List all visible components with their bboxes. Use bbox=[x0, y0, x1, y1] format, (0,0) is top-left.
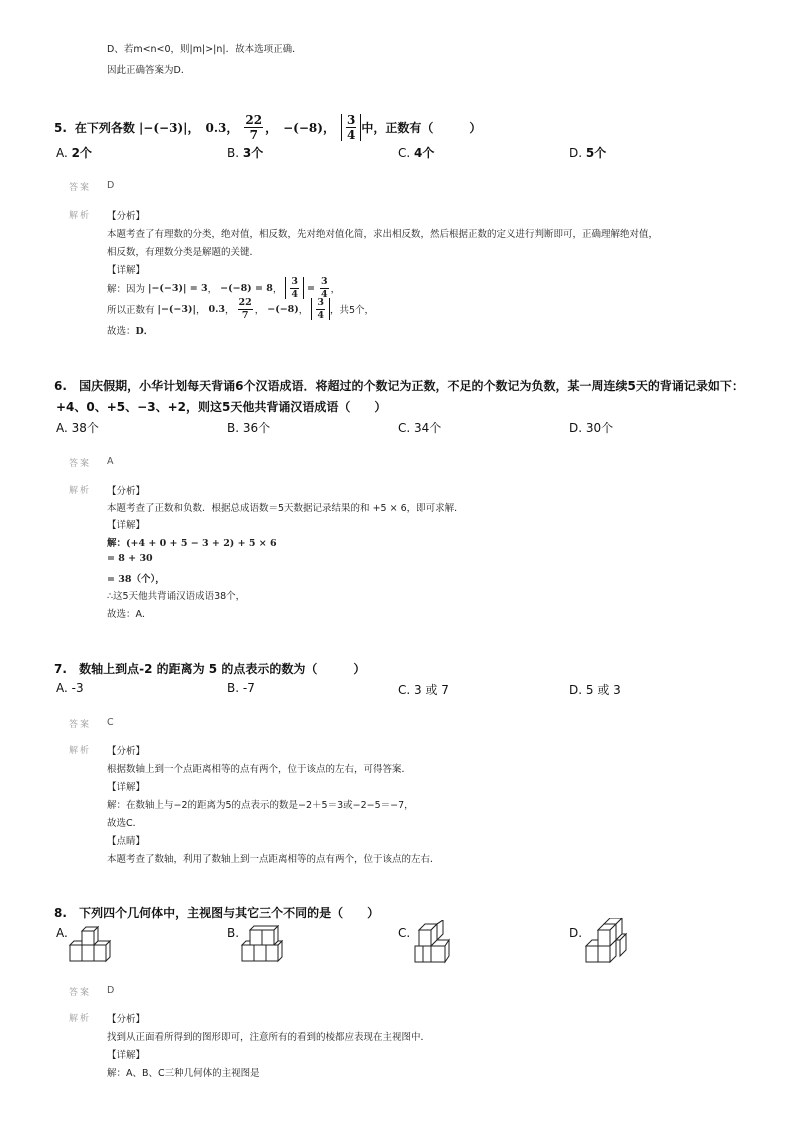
option-letter: B. bbox=[227, 421, 240, 435]
detail-heading: 【详解】 bbox=[107, 782, 146, 793]
detail-line-1: 解：在数轴上与−2的距离为5的点表示的数是−2＋5＝3或−2−5＝−7， bbox=[107, 800, 414, 811]
question-6-stem-line-1 bbox=[54, 377, 744, 394]
separator: ， bbox=[225, 305, 235, 316]
analysis-heading: 【分析】 bbox=[107, 486, 146, 497]
separator: ， bbox=[195, 305, 206, 316]
point-line-1: 本题考查了数轴，利用了数轴上到一点距离相等的点有两个，位于该点的左右． bbox=[107, 854, 440, 865]
item-0-3: 0.3 bbox=[205, 120, 227, 135]
math-expr: −(−8) = 8 bbox=[220, 282, 273, 294]
q6-option-c[interactable] bbox=[398, 419, 441, 436]
analysis-tag: 解析 bbox=[69, 1014, 92, 1024]
item-neg-neg-8: −(−8) bbox=[283, 120, 323, 135]
answer-tag: 答案 bbox=[69, 459, 92, 469]
analysis-line-1: 根据数轴上到一个点距离相等的点有两个，位于该点的左右，可得答案． bbox=[107, 764, 412, 775]
math-expr: 解：(+4 + 0 + 5 − 3 + 2) + 5 × 6 bbox=[107, 538, 277, 549]
separator: ， bbox=[265, 121, 278, 135]
prev-solution-line-1: D、若m<n<0，则|m|>|n|．故本选项正确． bbox=[107, 44, 302, 55]
question-number: 8. bbox=[54, 906, 67, 920]
solution-step-3 bbox=[107, 571, 165, 585]
option-text: 5个 bbox=[585, 146, 607, 160]
prev-solution-line-2: 因此正确答案为D． bbox=[107, 65, 191, 76]
fraction-numerator: 22 bbox=[238, 297, 252, 308]
q7-option-c[interactable] bbox=[398, 681, 449, 698]
question-8-stem bbox=[54, 904, 379, 921]
option-letter: B. bbox=[227, 926, 240, 940]
equals: = bbox=[307, 282, 315, 294]
detail-heading: 【详解】 bbox=[107, 265, 146, 276]
stem-text: 国庆假期，小华计划每天背诵6个汉语成语．将超过的个数记为正数，不足的个数记为负数，某一周连续5天的背诵记录如下： bbox=[79, 379, 744, 393]
text: 解：因为 bbox=[107, 284, 146, 295]
analysis-heading: 【分析】 bbox=[107, 1014, 146, 1025]
option-letter: D. bbox=[569, 926, 583, 940]
detail-line-2: 故选C． bbox=[107, 818, 143, 829]
q6-option-a[interactable] bbox=[56, 419, 99, 436]
solution-line-1 bbox=[107, 277, 340, 299]
solid-figure-c bbox=[413, 920, 457, 966]
question-number: 5. bbox=[54, 120, 67, 135]
analysis-tag: 解析 bbox=[69, 486, 92, 496]
final-answer: D． bbox=[135, 326, 154, 337]
fraction-numerator: 3 bbox=[317, 297, 324, 308]
option-text: 36个 bbox=[242, 421, 271, 435]
fraction-denominator: 4 bbox=[291, 288, 299, 300]
option-text: 3 或 7 bbox=[414, 683, 449, 697]
fraction-denominator: 7 bbox=[241, 309, 249, 321]
solid-figure-a bbox=[68, 925, 112, 965]
option-letter: B. bbox=[227, 146, 240, 160]
question-7-stem bbox=[54, 660, 365, 677]
q7-option-a[interactable] bbox=[56, 681, 84, 695]
fraction-denominator: 4 bbox=[346, 128, 356, 142]
analysis-tag: 解析 bbox=[69, 211, 92, 221]
fraction-denominator: 7 bbox=[249, 128, 258, 142]
fraction-3-4 bbox=[346, 114, 356, 141]
question-6-stem-line-2: +4、0、+5、−3、+2，则这5天他共背诵汉语成语（ ） bbox=[56, 400, 387, 414]
math-expr: −(−8) bbox=[267, 303, 299, 315]
math-expr: |−(−3)| bbox=[157, 303, 196, 315]
separator: ， bbox=[298, 305, 309, 316]
option-letter: C. bbox=[398, 683, 411, 697]
separator: ， bbox=[322, 121, 335, 135]
separator: ， bbox=[226, 121, 239, 135]
stem-prefix: 在下列各数 bbox=[74, 121, 135, 135]
option-text: -7 bbox=[242, 681, 255, 695]
fraction-numerator: 3 bbox=[320, 276, 328, 287]
stem-text: 下列四个几何体中，主视图与其它三个不同的是（ ） bbox=[79, 906, 380, 920]
q8-option-b[interactable] bbox=[227, 926, 239, 940]
fraction-numerator: 22 bbox=[245, 113, 263, 127]
option-letter: D. bbox=[569, 421, 583, 435]
fraction-3-4 bbox=[290, 277, 299, 299]
stem-text: 数轴上到点-2 的距离为 5 的点表示的数为（ ） bbox=[79, 662, 366, 676]
analysis-line-1: 找到从正面看所得到的图形即可，注意所有的看到的棱都应表现在主视图中． bbox=[107, 1032, 431, 1043]
detail-heading: 【详解】 bbox=[107, 1050, 146, 1061]
question-5-stem bbox=[54, 114, 481, 141]
solution-line-2 bbox=[107, 298, 374, 320]
option-letter: D. bbox=[569, 683, 583, 697]
option-text: 2个 bbox=[71, 146, 92, 160]
text: ，共5个， bbox=[329, 305, 374, 316]
option-letter: C. bbox=[398, 421, 411, 435]
q8-option-c[interactable] bbox=[398, 926, 410, 940]
fraction-22-7 bbox=[244, 114, 263, 141]
math-expr: |−(−3)| = 3 bbox=[148, 282, 208, 294]
analysis-line-1: 本题考查了有理数的分类，绝对值，相反数，先对绝对值化简，求出相反数，然后根据正数的定义进行判断即可，正确理解绝对值， bbox=[107, 229, 659, 240]
fraction-22-7 bbox=[238, 298, 253, 320]
q5-option-d[interactable] bbox=[569, 144, 606, 161]
q8-option-a[interactable] bbox=[56, 926, 68, 940]
analysis-line-2: 相反数，有理数分类是解题的关键． bbox=[107, 247, 260, 258]
analysis-line-1: 本题考查了正数和负数．根据总成语数＝5天数据记录结果的和 +5 × 6，即可求解． bbox=[107, 503, 464, 514]
option-letter: C. bbox=[398, 146, 411, 160]
answer-tag: 答案 bbox=[69, 988, 92, 998]
solution-step-1 bbox=[107, 535, 277, 549]
text: 故选： bbox=[107, 326, 136, 337]
fraction-denominator: 4 bbox=[320, 288, 328, 300]
math-expr: = 38（个）， bbox=[107, 574, 165, 585]
separator: ， bbox=[207, 284, 218, 295]
option-text: 30个 bbox=[585, 421, 614, 435]
abs-fraction-3-4 bbox=[341, 114, 361, 141]
option-text: 34个 bbox=[414, 421, 442, 435]
option-letter: A. bbox=[56, 926, 68, 940]
abs-fraction-3-4 bbox=[285, 277, 304, 299]
question-number: 6. bbox=[54, 379, 67, 393]
option-letter: C. bbox=[398, 926, 411, 940]
fraction-numerator: 3 bbox=[346, 113, 356, 127]
solid-figure-b bbox=[240, 924, 286, 965]
fraction-denominator: 4 bbox=[317, 309, 324, 321]
answer-value: A bbox=[107, 456, 114, 467]
separator: ， bbox=[272, 284, 283, 295]
answer-value: D bbox=[107, 180, 115, 191]
solution-step-4: ∴这5天他共背诵汉语成语38个， bbox=[107, 591, 246, 602]
q5-option-a[interactable] bbox=[56, 144, 92, 161]
analysis-heading: 【分析】 bbox=[107, 211, 146, 222]
fraction-3-4 bbox=[316, 298, 325, 320]
option-letter: A. bbox=[56, 146, 68, 160]
detail-heading: 【详解】 bbox=[107, 520, 146, 531]
math-expr: 0.3 bbox=[208, 303, 225, 315]
fraction-numerator: 3 bbox=[291, 276, 299, 287]
option-letter: B. bbox=[227, 681, 240, 695]
option-text: 38个 bbox=[71, 421, 99, 435]
q5-option-b[interactable] bbox=[227, 144, 263, 161]
answer-tag: 答案 bbox=[69, 720, 92, 730]
abs-fraction-3-4 bbox=[311, 298, 330, 320]
option-text: 4个 bbox=[414, 146, 435, 160]
point-heading: 【点睛】 bbox=[107, 836, 146, 847]
option-letter: A. bbox=[56, 681, 68, 695]
detail-line-1: 解：A、B、C三种几何体的主视图是 bbox=[107, 1068, 260, 1079]
q7-option-d[interactable] bbox=[569, 681, 621, 698]
answer-tag: 答案 bbox=[69, 183, 92, 193]
item-abs-neg-neg-3: |−(−3)| bbox=[138, 120, 188, 135]
q8-option-d[interactable] bbox=[569, 926, 582, 940]
solid-figure-d bbox=[584, 918, 630, 966]
separator: ， bbox=[254, 305, 265, 316]
analysis-tag: 解析 bbox=[69, 746, 92, 756]
text: 所以正数有 bbox=[107, 305, 155, 316]
answer-value: C bbox=[107, 717, 114, 728]
solution-line-3 bbox=[107, 323, 153, 337]
solution-step-2 bbox=[107, 553, 153, 564]
question-number: 7. bbox=[54, 662, 67, 676]
text: ， bbox=[330, 284, 341, 295]
option-letter: A. bbox=[56, 421, 68, 435]
analysis-heading: 【分析】 bbox=[107, 746, 146, 757]
separator: ， bbox=[187, 121, 200, 135]
solution-step-5: 故选：A． bbox=[107, 609, 152, 620]
option-letter: D. bbox=[569, 146, 583, 160]
option-text: 5 或 3 bbox=[585, 683, 621, 697]
answer-value: D bbox=[107, 985, 115, 996]
option-text: -3 bbox=[71, 681, 84, 695]
fraction-3-4 bbox=[320, 277, 329, 299]
stem-suffix: 中，正数有（ ） bbox=[361, 121, 482, 135]
math-expr: = 8 + 30 bbox=[107, 553, 153, 564]
q7-option-b[interactable] bbox=[227, 681, 255, 695]
option-text: 3个 bbox=[242, 146, 264, 160]
q6-option-d[interactable] bbox=[569, 419, 613, 436]
q5-option-c[interactable] bbox=[398, 144, 434, 161]
q6-option-b[interactable] bbox=[227, 419, 270, 436]
